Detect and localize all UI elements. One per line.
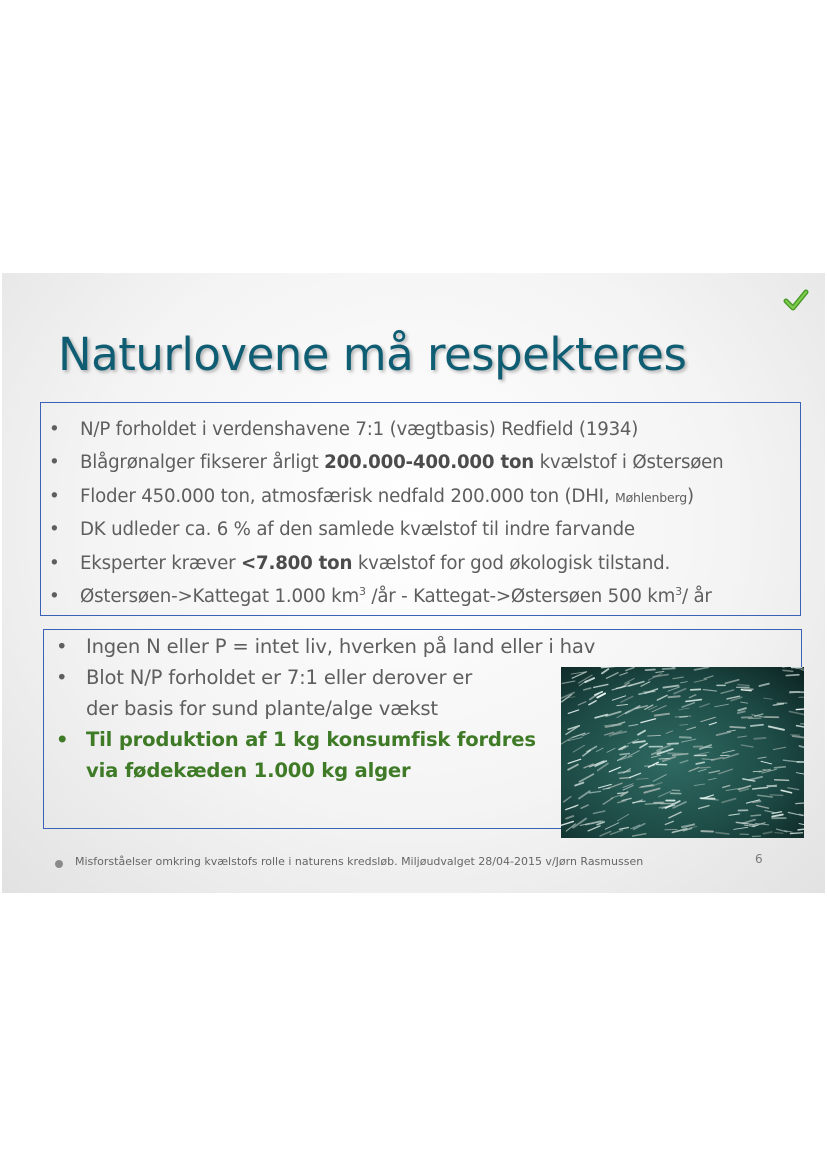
facts-box — [40, 402, 801, 616]
bullet-icon: • — [49, 419, 60, 440]
bullet-icon: • — [56, 728, 69, 751]
slide — [2, 273, 825, 893]
list-item-highlight: • Til produktion af 1 kg konsumfisk fordres via fødekæden 1.000 kg alger — [56, 724, 801, 786]
list-item: • Eksperter kræver <7.800 ton kvælstof for god økologisk tilstand. — [49, 547, 800, 580]
footer-text: Misforståelser omkring kvælstofs rolle i naturens kredsløb. Miljøudvalget 28/04-2015 v/Jørn Rasmussen — [75, 855, 644, 868]
list-item: • Floder 450.000 ton, atmosfærisk nedfald 200.000 ton (DHI, Møhlenberg) — [49, 480, 800, 513]
fish-school-photo — [561, 667, 804, 838]
list-item: • N/P forholdet i verdenshavene 7:1 (vægtbasis) Redfield (1934) — [49, 413, 800, 446]
list-item: • Blågrønalger fikserer årligt 200.000-400.000 ton kvælstof i Østersøen — [49, 446, 800, 479]
list-item: • Ingen N eller P = intet liv, hverken på land eller i hav — [56, 631, 801, 662]
footer-bullet-icon — [55, 860, 63, 868]
page-number: 6 — [755, 852, 763, 866]
bullet-icon: • — [49, 485, 60, 507]
bullet-icon: • — [49, 585, 60, 607]
bullet-icon: • — [49, 552, 60, 574]
bullet-icon: • — [56, 635, 68, 658]
list-item: • Blot N/P forholdet er 7:1 eller derover er der basis for sund plante/alge vækst — [56, 662, 801, 724]
list-item: • Østersøen->Kattegat 1.000 $km^3$ /år - Kattegat->Østersøen 500 $km^3/$ år — [49, 580, 800, 613]
bullet-icon: • — [56, 666, 68, 689]
list-item: • DK udleder ca. 6 % af den samlede kvælstof til indre farvande — [49, 513, 800, 546]
green-checkmark-icon — [783, 287, 809, 313]
slide-title: Naturlovene må respekteres — [58, 328, 687, 381]
bullet-icon: • — [49, 452, 60, 474]
bullet-icon: • — [49, 519, 60, 541]
